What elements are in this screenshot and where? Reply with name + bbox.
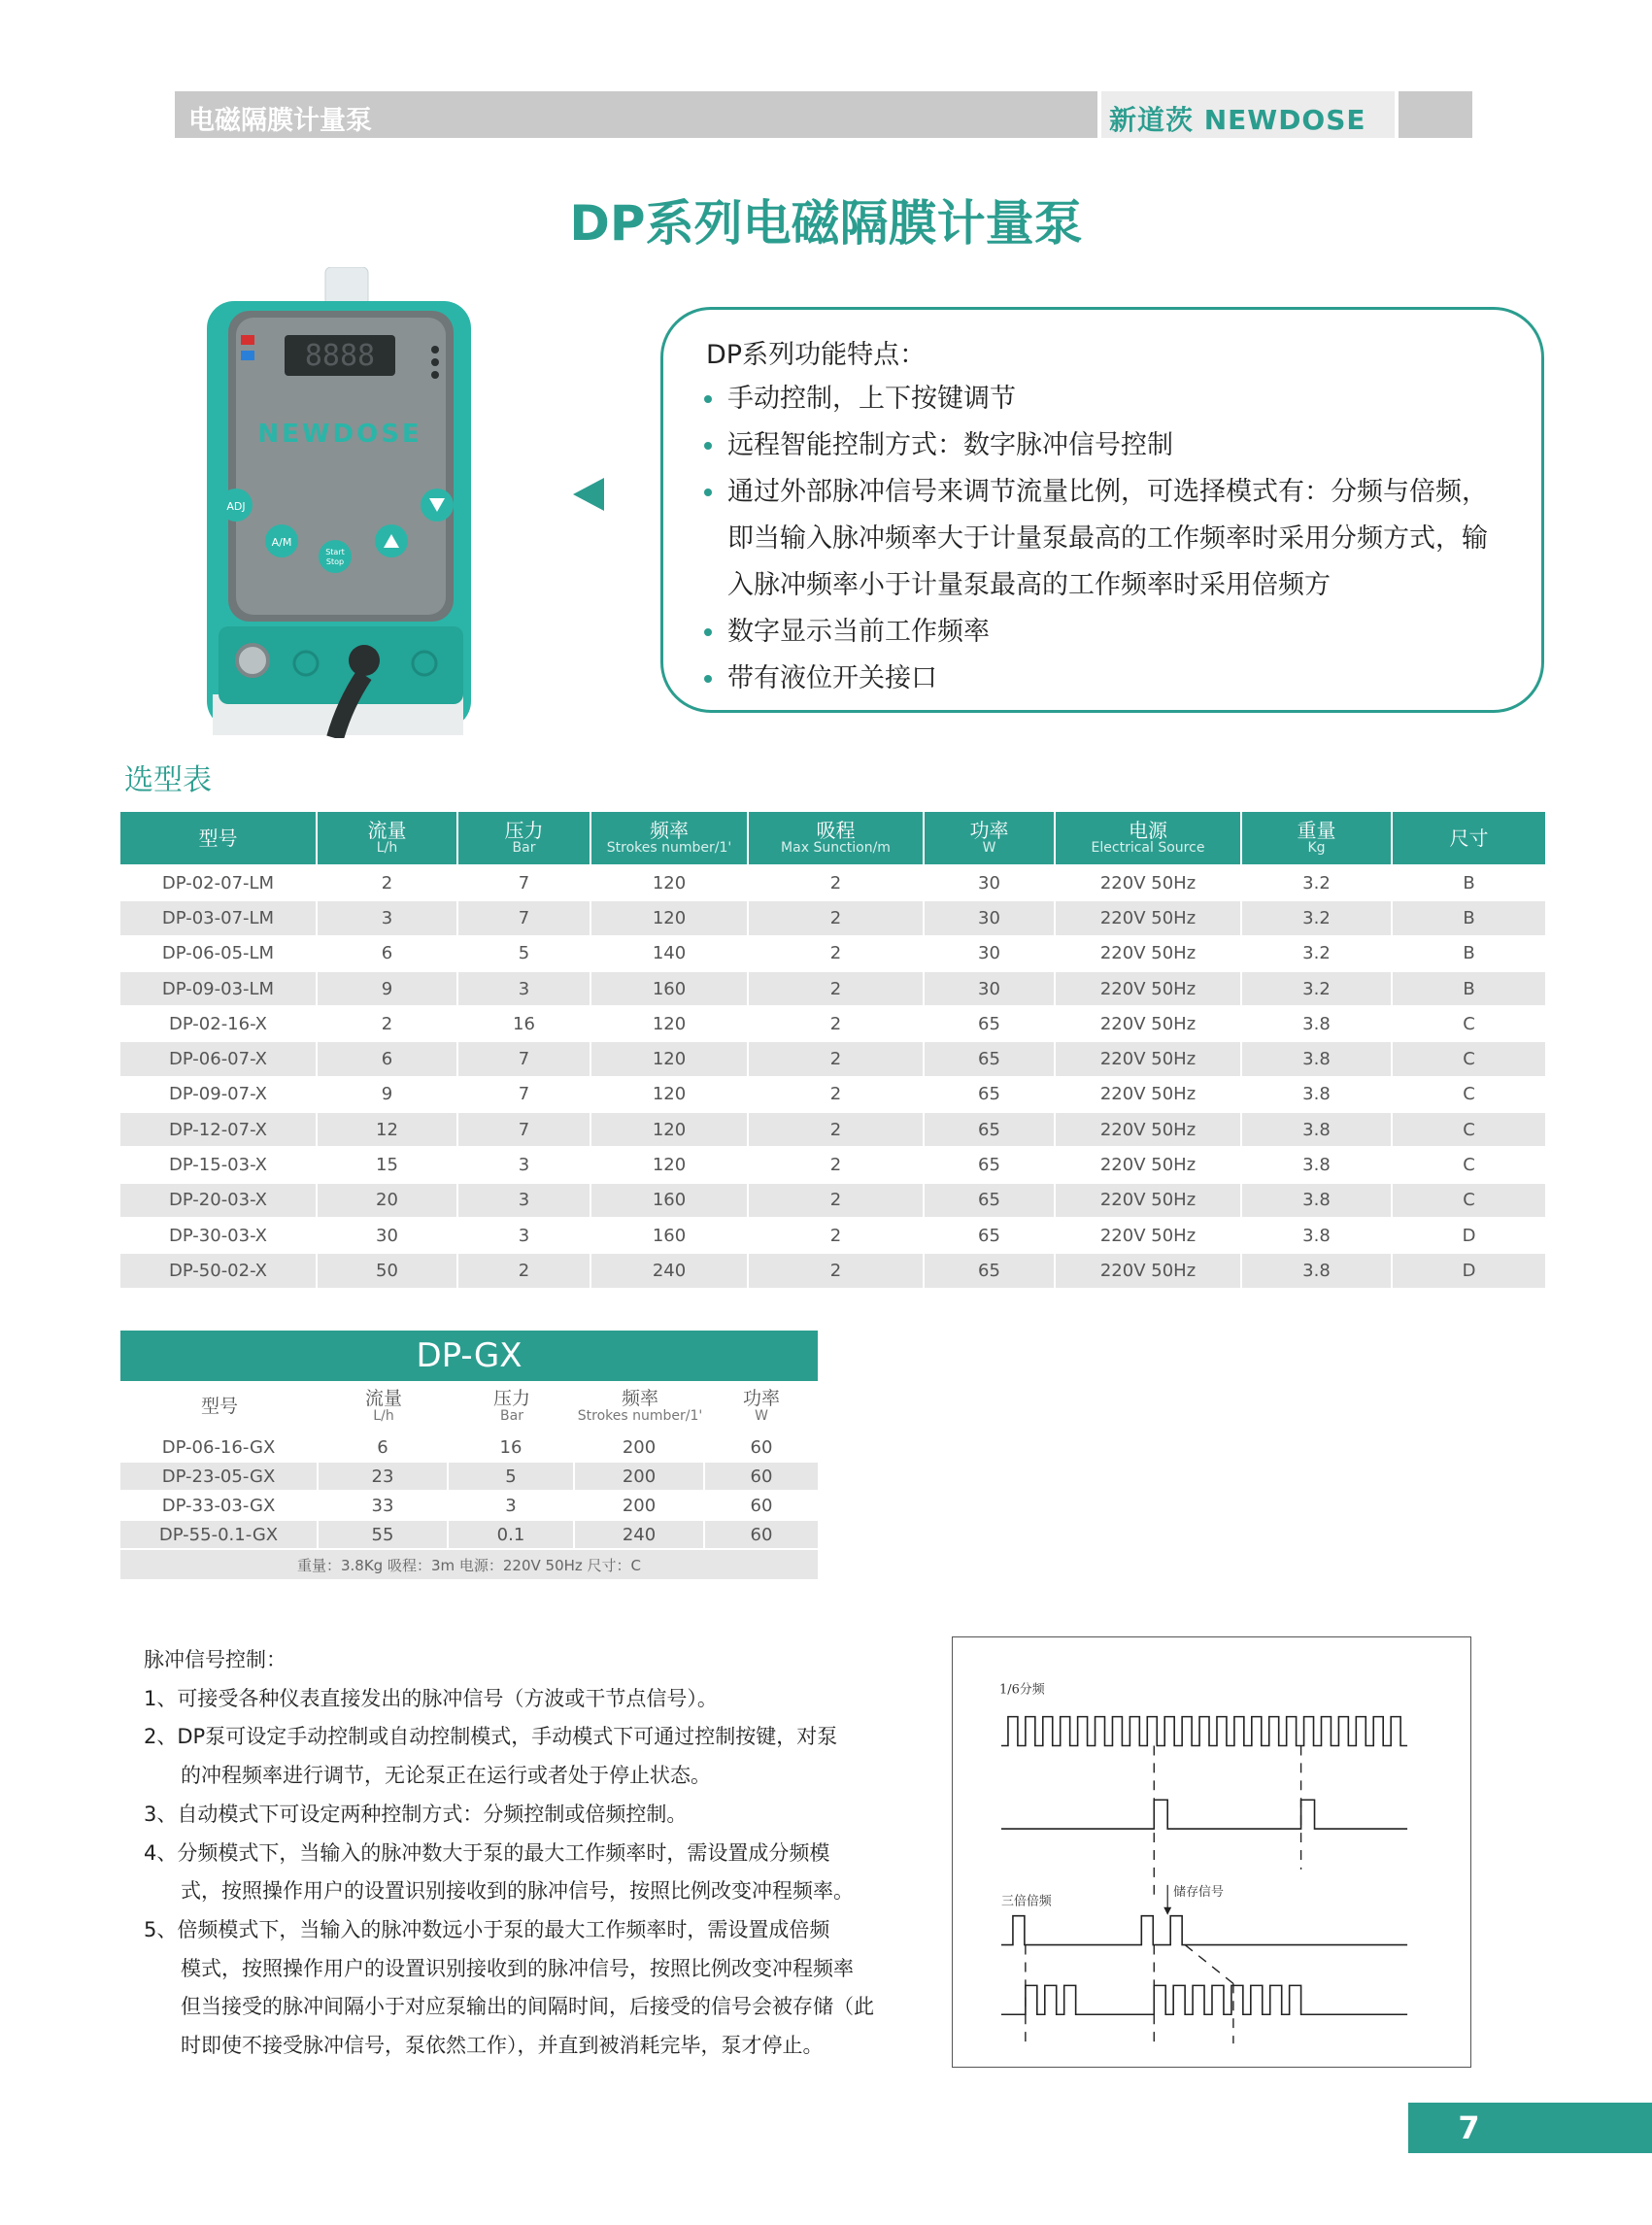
- table-cell: 7: [458, 864, 591, 899]
- table-cell: B: [1393, 935, 1545, 970]
- header-unit: L/h: [373, 1407, 394, 1424]
- table1-header-2: [458, 812, 591, 864]
- table-cell: 120: [591, 899, 749, 934]
- header-unit: W: [982, 840, 996, 856]
- table-cell: 2: [458, 1252, 591, 1287]
- feature-item-continuation: 即当输入脉冲频率大于计量泵最高的工作频率时采用分频方式，输: [727, 523, 1488, 554]
- table-cell: DP-09-03-LM: [120, 970, 318, 1005]
- table-cell: DP-30-03-X: [120, 1217, 318, 1252]
- header-brand: 新道茨 NEWDOSE: [1109, 104, 1366, 136]
- table-row: [120, 1490, 818, 1519]
- table-cell: 3.8: [1242, 1252, 1393, 1287]
- pulse-line: 式，按照操作用户的设置识别接收到的脉冲信号，按照比例改变冲程频率。: [181, 1879, 854, 1904]
- table-cell: 2: [749, 935, 925, 970]
- table-cell: B: [1393, 970, 1545, 1005]
- table1-header-8: [1393, 812, 1545, 864]
- table-cell: 220V 50Hz: [1056, 1040, 1242, 1075]
- table-cell: 240: [591, 1252, 749, 1287]
- table-cell: 12: [318, 1111, 458, 1146]
- header-label: 功率: [742, 1387, 780, 1409]
- table1-header-0: [120, 812, 318, 864]
- table-cell: 60: [705, 1432, 818, 1461]
- pointer-arrow-icon: [573, 478, 604, 511]
- feature-item: 数字显示当前工作频率: [704, 609, 1520, 656]
- table1-header-6: [1056, 812, 1242, 864]
- feature-item: 手动控制，上下按键调节: [704, 376, 1520, 422]
- table-cell: 120: [591, 1146, 749, 1181]
- header-label: 型号: [198, 826, 238, 850]
- svg-text:Start: Start: [325, 548, 345, 556]
- pulse-line: 的冲程频率进行调节，无论泵正在运行或者处于停止状态。: [181, 1764, 711, 1788]
- table-cell: 220V 50Hz: [1056, 1182, 1242, 1217]
- pulse-line: 1、可接受各种仪表直接发出的脉冲信号（方波或干节点信号）。: [144, 1686, 718, 1710]
- table-cell: 65: [925, 1040, 1056, 1075]
- table-cell: 2: [749, 864, 925, 899]
- table1-header-3: [591, 812, 749, 864]
- table2-header-2: [449, 1381, 575, 1432]
- table-cell: 220V 50Hz: [1056, 935, 1242, 970]
- table-cell: 7: [458, 899, 591, 934]
- table1-header-1: [318, 812, 458, 864]
- table-cell: 3.8: [1242, 1076, 1393, 1111]
- table-cell: B: [1393, 864, 1545, 899]
- table-cell: 2: [749, 1217, 925, 1252]
- table-cell: 240: [575, 1519, 705, 1548]
- feature-item: 通过外部脉冲信号来调节流量比例，可选择模式有：分频与倍频，: [704, 469, 1520, 516]
- table-cell: 65: [925, 1005, 1056, 1040]
- table-cell: B: [1393, 899, 1545, 934]
- header-tail-block: [1399, 91, 1472, 138]
- table-cell: 3.2: [1242, 970, 1393, 1005]
- table-cell: 140: [591, 935, 749, 970]
- table-cell: 65: [925, 1182, 1056, 1217]
- table-cell: DP-33-03-GX: [120, 1490, 319, 1519]
- gx-table: [120, 1381, 818, 1579]
- table-cell: C: [1393, 1182, 1545, 1217]
- gx-footer-note: 重量：3.8Kg 吸程：3m 电源：220V 50Hz 尺寸：C: [120, 1548, 818, 1579]
- table-cell: 3.8: [1242, 1005, 1393, 1040]
- table2-header-1: [319, 1381, 449, 1432]
- table-cell: DP-50-02-X: [120, 1252, 318, 1287]
- table-cell: 2: [749, 1111, 925, 1146]
- table-row: [120, 1111, 1545, 1146]
- features-box: [660, 307, 1544, 713]
- table-cell: 5: [458, 935, 591, 970]
- table-row: [120, 1040, 1545, 1075]
- table-cell: DP-09-07-X: [120, 1076, 318, 1111]
- table-cell: 5: [449, 1461, 575, 1490]
- table-row: [120, 1005, 1545, 1040]
- table-cell: 65: [925, 1111, 1056, 1146]
- svg-text:三倍倍频: 三倍倍频: [1000, 1894, 1052, 1909]
- pulse-line: 模式，按照操作用户的设置识别接收到的脉冲信号，按照比例改变冲程频率: [181, 1956, 854, 1980]
- table-cell: 3: [458, 1182, 591, 1217]
- header-label: 流量: [367, 819, 407, 842]
- table1-header-4: [749, 812, 925, 864]
- table-cell: DP-06-16-GX: [120, 1432, 319, 1461]
- table-cell: 120: [591, 1005, 749, 1040]
- table-cell: 2: [749, 1146, 925, 1181]
- svg-text:A/M: A/M: [271, 536, 292, 549]
- header-section-bar: [175, 91, 1097, 138]
- table-row: [120, 1217, 1545, 1252]
- pulse-heading: 脉冲信号控制：: [144, 1648, 287, 1671]
- feature-item: 带有液位开关接口: [704, 656, 1520, 702]
- table-cell: C: [1393, 1146, 1545, 1181]
- table-row: [120, 1461, 818, 1490]
- table-row: [120, 864, 1545, 899]
- table-cell: 220V 50Hz: [1056, 970, 1242, 1005]
- table-cell: 2: [749, 1040, 925, 1075]
- table-cell: 3.8: [1242, 1182, 1393, 1217]
- table-cell: C: [1393, 1111, 1545, 1146]
- table-cell: 65: [925, 1076, 1056, 1111]
- svg-text:ADJ: ADJ: [226, 500, 246, 513]
- table-cell: 3: [318, 899, 458, 934]
- table-cell: 220V 50Hz: [1056, 899, 1242, 934]
- table-cell: 3.8: [1242, 1040, 1393, 1075]
- table-cell: 3: [458, 1146, 591, 1181]
- table-cell: 0.1: [449, 1519, 575, 1548]
- table-cell: 9: [318, 1076, 458, 1111]
- table-cell: 3: [449, 1490, 575, 1519]
- pulse-line: 2、DP泵可设定手动控制或自动控制模式，手动模式下可通过控制按键，对泵: [144, 1725, 838, 1749]
- table-cell: 220V 50Hz: [1056, 1146, 1242, 1181]
- table-cell: 2: [749, 1252, 925, 1287]
- table-cell: 3.2: [1242, 935, 1393, 970]
- table-cell: 16: [449, 1432, 575, 1461]
- table-cell: 6: [318, 1040, 458, 1075]
- table-cell: 30: [318, 1217, 458, 1252]
- table-cell: 200: [575, 1490, 705, 1519]
- pulse-line: 3、自动模式下可设定两种控制方式：分频控制或倍频控制。: [144, 1802, 688, 1826]
- table2-header-3: [575, 1381, 705, 1432]
- table-cell: 3.2: [1242, 899, 1393, 934]
- header-label: 吸程: [816, 819, 856, 842]
- page-number: 7: [1458, 2109, 1480, 2146]
- table-cell: DP-55-0.1-GX: [120, 1519, 319, 1548]
- table-cell: 3.8: [1242, 1111, 1393, 1146]
- table-cell: C: [1393, 1076, 1545, 1111]
- table-cell: 60: [705, 1519, 818, 1548]
- pulse-line: 4、分频模式下，当输入的脉冲数大于泵的最大工作频率时，需设置成分频模: [144, 1840, 830, 1865]
- table-cell: 200: [575, 1461, 705, 1490]
- table-cell: D: [1393, 1217, 1545, 1252]
- table1-header-5: [925, 812, 1056, 864]
- table-cell: DP-20-03-X: [120, 1182, 318, 1217]
- table2-header-0: [120, 1381, 319, 1432]
- table-cell: 9: [318, 970, 458, 1005]
- header-label: 频率: [650, 819, 689, 842]
- table-row: [120, 899, 1545, 934]
- table-cell: 65: [925, 1146, 1056, 1181]
- table-cell: 120: [591, 1111, 749, 1146]
- table-cell: 30: [925, 864, 1056, 899]
- features-heading: DP系列功能特点：: [706, 340, 927, 370]
- table2-header-4: [705, 1381, 818, 1432]
- table-cell: 160: [591, 970, 749, 1005]
- table-cell: 23: [319, 1461, 449, 1490]
- table-cell: DP-02-07-LM: [120, 864, 318, 899]
- header-unit: L/h: [376, 840, 398, 856]
- table-cell: 60: [705, 1490, 818, 1519]
- table-row: [120, 1146, 1545, 1181]
- header-label: 尺寸: [1449, 826, 1489, 850]
- header-brand-bar: [1101, 91, 1395, 138]
- table-cell: 65: [925, 1252, 1056, 1287]
- table-cell: DP-12-07-X: [120, 1111, 318, 1146]
- table-cell: 7: [458, 1040, 591, 1075]
- header-label: 重量: [1297, 819, 1336, 842]
- svg-text:Stop: Stop: [325, 557, 345, 566]
- table-cell: 6: [318, 935, 458, 970]
- pulse-control-text: [144, 1641, 940, 2066]
- header-unit: Electrical Source: [1091, 840, 1205, 856]
- table-cell: DP-15-03-X: [120, 1146, 318, 1181]
- table-cell: 20: [318, 1182, 458, 1217]
- table-cell: C: [1393, 1005, 1545, 1040]
- table-cell: 2: [749, 899, 925, 934]
- table-row: [120, 1519, 818, 1548]
- header-unit: Max Sunction/m: [781, 840, 891, 856]
- table-cell: D: [1393, 1252, 1545, 1287]
- selection-table-title: 选型表: [124, 763, 212, 797]
- header-unit: Strokes number/1': [577, 1407, 703, 1424]
- page-number-bar: [1408, 2103, 1652, 2153]
- table-cell: DP-02-16-X: [120, 1005, 318, 1040]
- selection-table: [120, 812, 1545, 1288]
- features-list: [704, 376, 1520, 702]
- page-title: DP系列电磁隔膜计量泵: [569, 195, 1083, 252]
- pulse-line: 5、倍频模式下，当输入的脉冲数远小于泵的最大工作频率时，需设置成倍频: [144, 1917, 830, 1941]
- table-cell: 2: [749, 1005, 925, 1040]
- table-cell: 16: [458, 1005, 591, 1040]
- table-cell: 220V 50Hz: [1056, 1111, 1242, 1146]
- gx-table-title: DP-GX: [120, 1331, 818, 1381]
- header-label: 频率: [621, 1387, 658, 1409]
- table-cell: 3: [458, 970, 591, 1005]
- table-row: [120, 935, 1545, 970]
- table-cell: 120: [591, 1040, 749, 1075]
- table-cell: 33: [319, 1490, 449, 1519]
- table-row: [120, 1076, 1545, 1111]
- table-cell: 2: [749, 1182, 925, 1217]
- header-section-title: 电磁隔膜计量泵: [188, 106, 372, 136]
- table-cell: 65: [925, 1217, 1056, 1252]
- table-row: [120, 1182, 1545, 1217]
- pump-image: [199, 267, 481, 738]
- table-cell: 3.8: [1242, 1217, 1393, 1252]
- table-cell: 2: [749, 1076, 925, 1111]
- table-cell: 7: [458, 1111, 591, 1146]
- header-unit: Bar: [500, 1407, 523, 1424]
- table-cell: 2: [318, 864, 458, 899]
- pulse-line: 时即使不接受脉冲信号，泵依然工作），并直到被消耗完毕，泵才停止。: [181, 2034, 824, 2058]
- svg-text:NEWDOSE: NEWDOSE: [257, 420, 422, 449]
- table-cell: 120: [591, 864, 749, 899]
- table-cell: 2: [749, 970, 925, 1005]
- table-cell: DP-06-05-LM: [120, 935, 318, 970]
- timing-diagram: [952, 1636, 1471, 2068]
- table-cell: 30: [925, 970, 1056, 1005]
- table-cell: 220V 50Hz: [1056, 864, 1242, 899]
- header-label: 型号: [200, 1395, 238, 1417]
- table-row: [120, 1252, 1545, 1287]
- table-cell: 6: [319, 1432, 449, 1461]
- table-row: [120, 1432, 818, 1461]
- svg-text:8888: 8888: [304, 339, 376, 373]
- table-cell: 160: [591, 1182, 749, 1217]
- table-cell: 3.8: [1242, 1146, 1393, 1181]
- svg-text:储存信号: 储存信号: [1173, 1884, 1224, 1900]
- feature-item-continuation: 入脉冲频率小于计量泵最高的工作频率时采用倍频方: [727, 570, 1331, 600]
- table-cell: 220V 50Hz: [1056, 1217, 1242, 1252]
- table-cell: 7: [458, 1076, 591, 1111]
- header-label: 压力: [492, 1387, 530, 1409]
- header-label: 压力: [504, 819, 544, 842]
- table-cell: DP-03-07-LM: [120, 899, 318, 934]
- table-cell: 3.2: [1242, 864, 1393, 899]
- svg-text:1/6分频: 1/6分频: [998, 1682, 1045, 1698]
- table-cell: 30: [925, 899, 1056, 934]
- table-cell: 3: [458, 1217, 591, 1252]
- header-unit: W: [755, 1407, 768, 1424]
- table1-header-7: [1242, 812, 1393, 864]
- header-unit: Kg: [1307, 840, 1326, 856]
- table-cell: DP-06-07-X: [120, 1040, 318, 1075]
- header-unit: Bar: [512, 840, 536, 856]
- table-cell: 220V 50Hz: [1056, 1252, 1242, 1287]
- table-cell: 60: [705, 1461, 818, 1490]
- table-cell: 120: [591, 1076, 749, 1111]
- feature-item: 远程智能控制方式：数字脉冲信号控制: [704, 422, 1520, 469]
- table-row: [120, 970, 1545, 1005]
- table-cell: C: [1393, 1040, 1545, 1075]
- table-cell: 220V 50Hz: [1056, 1076, 1242, 1111]
- header-unit: Strokes number/1': [606, 840, 732, 856]
- header-label: 功率: [969, 819, 1009, 842]
- pulse-line: 但当接受的脉冲间隔小于对应泵输出的间隔时间，后接受的信号会被存储（此: [181, 1995, 874, 2019]
- table-cell: 160: [591, 1217, 749, 1252]
- header-label: 电源: [1129, 819, 1167, 842]
- table-cell: 200: [575, 1432, 705, 1461]
- header-label: 流量: [364, 1387, 402, 1409]
- gx-table-footer: [120, 1548, 818, 1579]
- table-cell: DP-23-05-GX: [120, 1461, 319, 1490]
- table-cell: 15: [318, 1146, 458, 1181]
- table-cell: 50: [318, 1252, 458, 1287]
- table-cell: 220V 50Hz: [1056, 1005, 1242, 1040]
- table-cell: 55: [319, 1519, 449, 1548]
- table-cell: 2: [318, 1005, 458, 1040]
- table-cell: 30: [925, 935, 1056, 970]
